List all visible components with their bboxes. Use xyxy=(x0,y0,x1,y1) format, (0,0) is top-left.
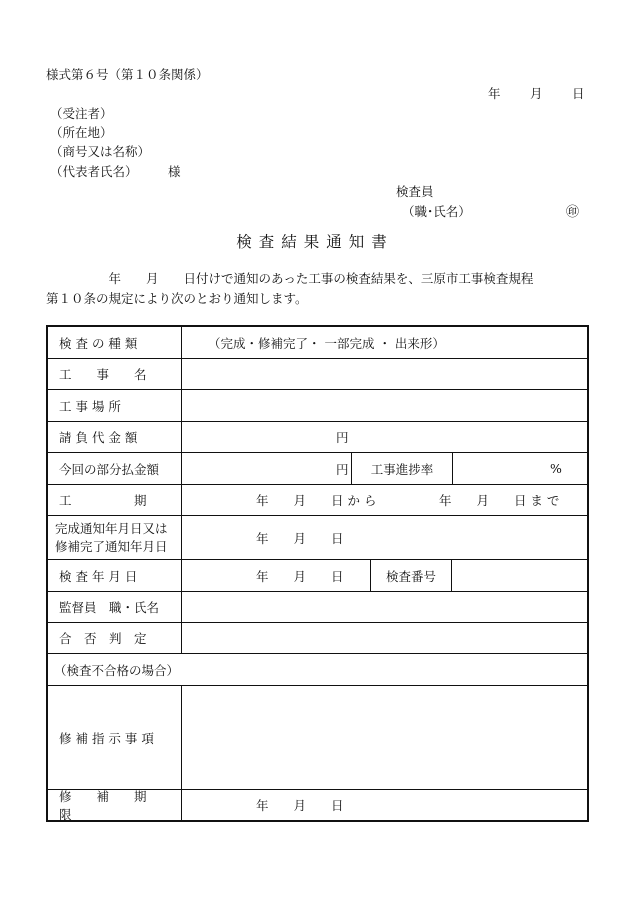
work-name-field[interactable] xyxy=(183,359,587,389)
date-year: 年 xyxy=(488,86,501,101)
date-month: 月 xyxy=(530,86,543,101)
inspector-title-name: （職･氏名） xyxy=(402,204,471,219)
completion-notice-value[interactable]: 年 月 日 xyxy=(256,530,344,546)
supervisor-label: 監督員 職・氏名 xyxy=(48,592,182,622)
work-name-label: 工 事 名 xyxy=(48,359,182,389)
period-value[interactable]: 年 月 日 か ら 年 月 日 ま で xyxy=(256,493,560,508)
repair-deadline-value[interactable]: 年 月 日 xyxy=(256,798,344,813)
pass-fail-label: 合 否 判 定 xyxy=(48,623,182,653)
inspector-label: 検査員 xyxy=(396,184,434,199)
row-work-name xyxy=(48,359,587,390)
row-fail-case xyxy=(48,654,587,686)
partial-payment-field[interactable] xyxy=(183,453,350,484)
address-label: （所在地） xyxy=(50,125,113,140)
pass-fail-field[interactable] xyxy=(183,623,587,653)
fail-case-label: （検査不合格の場合） xyxy=(54,662,180,678)
completion-notice-label xyxy=(48,516,182,559)
row-period xyxy=(48,485,587,516)
partial-payment-unit: 円 xyxy=(336,461,349,477)
inspection-type-label: 検 査 の 種 類 xyxy=(48,327,182,358)
form-number: 様式第６号（第１０条関係） xyxy=(46,67,209,82)
progress-rate-field[interactable] xyxy=(453,453,587,484)
inspection-number-label: 検査番号 xyxy=(385,568,436,584)
inspection-number-field[interactable] xyxy=(452,560,587,591)
inspection-date-label: 検 査 年 月 日 xyxy=(48,560,182,591)
repair-deadline-label: 修 補 期 限 xyxy=(48,790,182,820)
row-contract-amount xyxy=(48,422,587,453)
row-repair-instructions xyxy=(48,686,587,790)
honorific: 様 xyxy=(168,164,181,179)
progress-rate-percent: % xyxy=(550,461,562,476)
document-title: 検査結果通知書 xyxy=(236,233,394,251)
intro-line-1: 年 月 日付けで通知のあった工事の検査結果を、三原市工事検査規程 xyxy=(46,271,534,286)
contractor-label: （受注者） xyxy=(50,106,113,121)
supervisor-field[interactable] xyxy=(183,592,587,622)
repair-instructions-field[interactable] xyxy=(183,686,587,789)
intro-line-2: 第１０条の規定により次のとおり通知します。 xyxy=(46,291,308,306)
row-pass-fail xyxy=(48,623,587,654)
partial-payment-label: 今回の部分払金額 xyxy=(48,453,182,484)
row-repair-deadline xyxy=(48,790,587,820)
inspection-result-table xyxy=(46,325,589,822)
period-label: 工 期 xyxy=(48,485,182,515)
row-work-site xyxy=(48,390,587,422)
repair-instructions-label: 修 補 指 示 事 項 xyxy=(48,686,182,789)
issue-date xyxy=(488,84,583,100)
contract-amount-field[interactable] xyxy=(183,422,587,452)
work-site-label: 工 事 場 所 xyxy=(48,390,182,421)
seal-mark: ㊞ xyxy=(566,205,580,220)
progress-rate-label: 工事進捗率 xyxy=(370,461,434,477)
inspection-type-value[interactable]: （完成・修補完了・ 一部完成 ・ 出来形） xyxy=(208,335,445,351)
date-day: 日 xyxy=(572,86,585,101)
row-partial-payment xyxy=(48,453,587,485)
work-site-field[interactable] xyxy=(183,390,587,421)
completion-notice-label-line1: 完成通知年月日又は xyxy=(55,520,168,536)
trade-name-label: （商号又は名称） xyxy=(50,144,151,159)
row-inspection-date xyxy=(48,560,587,592)
row-completion-notice xyxy=(48,516,587,560)
completion-notice-label-line2: 修補完了通知年月日 xyxy=(55,538,168,554)
contract-amount-unit: 円 xyxy=(336,430,349,445)
row-inspection-type xyxy=(48,327,587,359)
representative-label: （代表者氏名） xyxy=(50,164,138,179)
contract-amount-label: 請 負 代 金 額 xyxy=(48,422,182,452)
inspection-date-value[interactable]: 年 月 日 xyxy=(256,568,344,584)
row-supervisor xyxy=(48,592,587,623)
intro-paragraph xyxy=(46,269,586,309)
